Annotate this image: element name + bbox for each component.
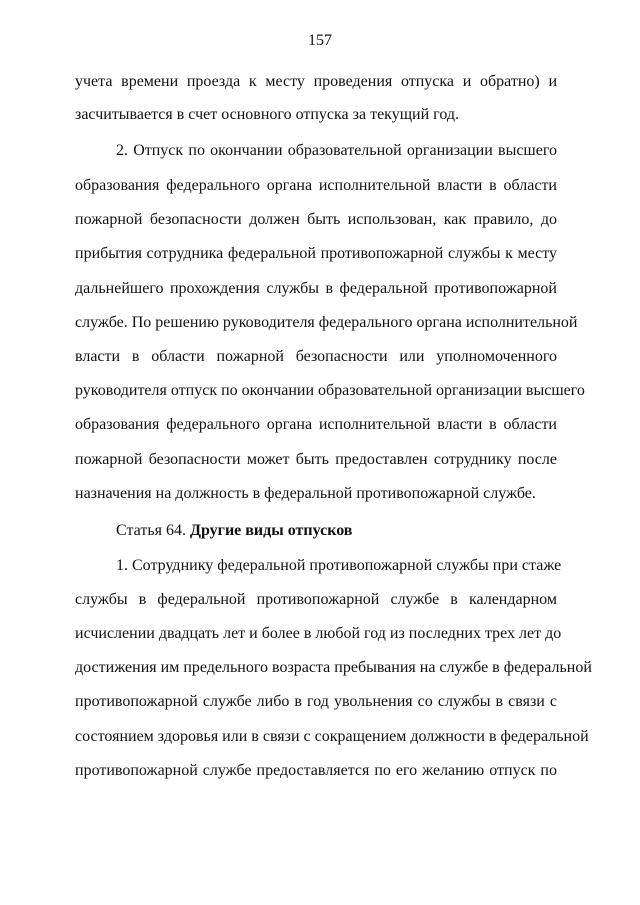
text-line: достижения им предельного возраста пребывания на службе в федеральной: [75, 659, 592, 676]
text-line: 2. Отпуск по окончании образовательной организации высшего: [116, 142, 557, 159]
text-line: исчислении двадцать лет и более в любой год из последних трех лет до: [75, 625, 562, 642]
text-line: учета времени проезда к месту проведения отпуска и обратно) и: [75, 73, 557, 90]
text-line: пожарной безопасности должен быть использован, как правило, до: [75, 211, 557, 228]
article-label: Статья 64.: [116, 522, 186, 539]
article-heading: [116, 521, 557, 541]
text-line: 1. Сотруднику федеральной противопожарной службы при стаже: [116, 557, 562, 574]
text-line: состоянием здоровья или в связи с сокращением должности в федеральной: [75, 728, 589, 745]
text-line: засчитывается в счет основного отпуска за текущий год.: [75, 106, 459, 123]
text-line: противопожарной службе предоставляется по его желанию отпуск по: [75, 762, 557, 779]
page-number: 157: [308, 32, 332, 49]
text-line: назначения на должность в федеральной противопожарной службе.: [75, 485, 536, 502]
text-line: образования федерального органа исполнительной власти в области: [75, 177, 557, 194]
text-line: руководителя отпуск по окончании образовательной организации высшего: [75, 382, 585, 399]
text-line: службе. По решению руководителя федерального органа исполнительной: [75, 314, 578, 331]
text-line: дальнейшего прохождения службы в федеральной противопожарной: [75, 280, 557, 297]
text-line: образования федерального органа исполнительной власти в области: [75, 416, 557, 433]
text-line: власти в области пожарной безопасности или уполномоченного: [75, 348, 557, 365]
text-line: противопожарной службе либо в год увольнения со службы в связи с: [75, 693, 557, 710]
text-line: прибытия сотрудника федеральной противопожарной службы к месту: [75, 245, 557, 262]
text-line: пожарной безопасности может быть предоставлен сотруднику после: [75, 451, 557, 468]
text-line: службы в федеральной противопожарной службе в календарном: [75, 591, 557, 608]
article-title: Другие виды отпусков: [189, 522, 353, 539]
